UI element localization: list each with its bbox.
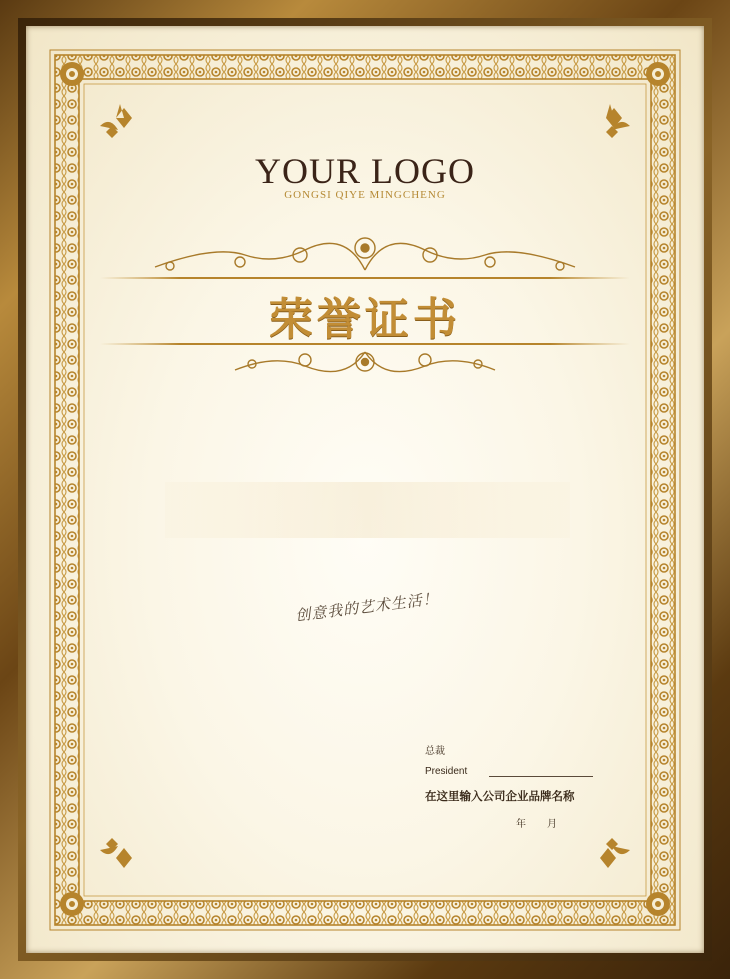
year-label: 年 [516, 819, 526, 830]
role-cn-label: 总裁 [425, 746, 445, 757]
logo-title: YOUR LOGO [255, 151, 475, 191]
company-name: 在这里输入公司企业品牌名称 [425, 789, 575, 803]
body-text-panel [165, 482, 570, 538]
title-flourish-bottom [235, 352, 495, 372]
signature-line [489, 776, 593, 777]
title-flourish-top [155, 238, 575, 270]
month-label: 月 [547, 819, 557, 830]
logo-subtitle: GONGSI QIYE MINGCHENG [284, 189, 446, 201]
title-rule-top [100, 277, 630, 279]
handwritten-slogan: 创意我的艺术生活！ [294, 589, 440, 625]
role-en-label: President [425, 766, 468, 777]
certificate-title: 荣誉证书 [269, 294, 461, 345]
